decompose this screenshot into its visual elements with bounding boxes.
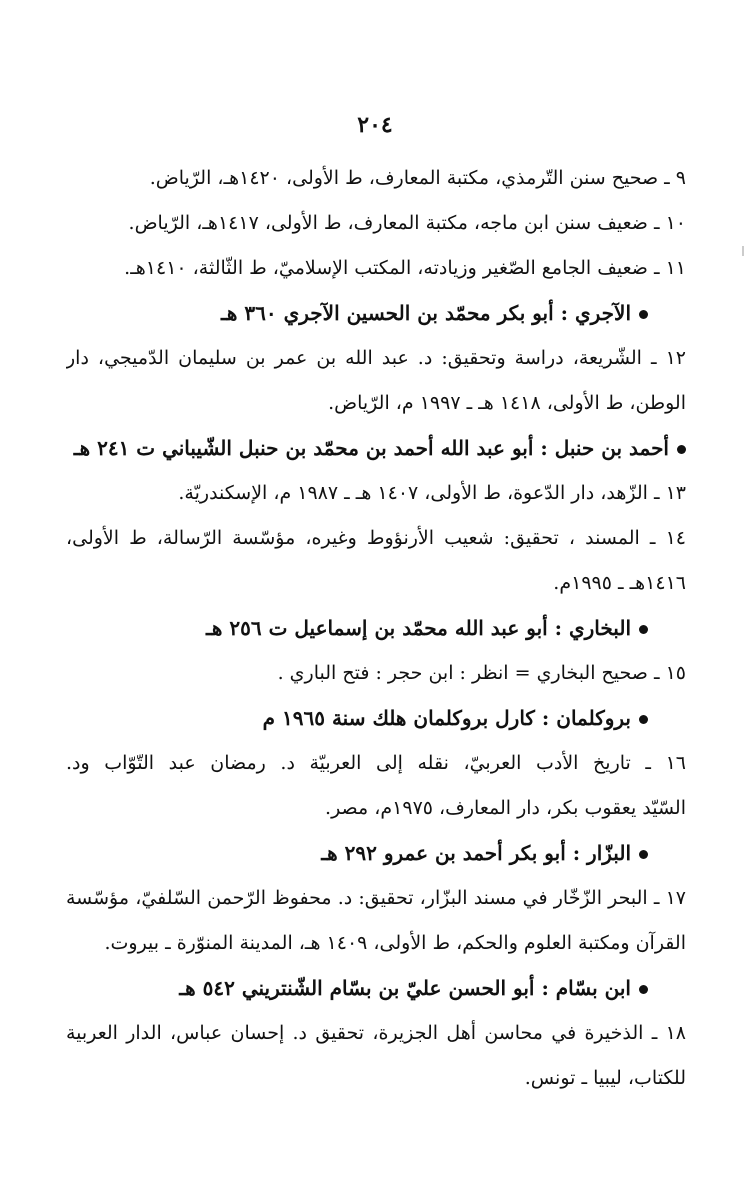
author-heading-bazzar: البزّار : أبو بكر أحمد بن عمرو ٢٩٢ هـ <box>66 831 686 876</box>
entry-16-line-1: ١٦ ـ تاريخ الأدب العربيّ، نقله إلى العربيّة د. رمضان عبد التّوّاب ود. <box>66 752 686 774</box>
author-heading-ibn-bassam: ابن بسّام : أبو الحسن عليّ بن بسّام الشّنتريني ٥٤٢ هـ <box>66 966 686 1011</box>
entry-15: ١٥ ـ صحيح البخاري = انظر : ابن حجر : فتح الباري . <box>277 662 686 684</box>
author-heading-bukhari: البخاري : أبو عبد الله محمّد بن إسماعيل ت ٢٥٦ هـ <box>66 606 686 651</box>
entry-9: ٩ ـ صحيح سنن التّرمذي، مكتبة المعارف، ط الأولى، ١٤٢٠هـ، الرّياض. <box>149 167 686 189</box>
bullet-icon <box>639 625 648 634</box>
author-heading-ahmad: أحمد بن حنبل : أبو عبد الله أحمد بن محمّد بن حنبل الشّيباني ت ٢٤١ هـ <box>66 426 686 471</box>
bullet-icon <box>639 985 648 994</box>
bullet-icon <box>677 445 686 454</box>
bullet-icon <box>639 850 648 859</box>
entry-12-line-2: الوطن، ط الأولى، ١٤١٨ هـ ـ ١٩٩٧ م، الرّياض. <box>328 392 686 414</box>
bibliography-list <box>66 156 686 1101</box>
entry-14-line-1: ١٤ ـ المسند ، تحقيق: شعيب الأرنؤوط وغيره، مؤسّسة الرّسالة، ط الأولى، <box>66 527 686 549</box>
entry-16-line-2: السّيّد يعقوب بكر، دار المعارف، ١٩٧٥م، مصر. <box>325 797 686 819</box>
entry-13: ١٣ ـ الزّهد، دار الدّعوة، ط الأولى، ١٤٠٧ هـ ـ ١٩٨٧ م، الإسكندريّة. <box>178 482 686 504</box>
entry-12-line-1: ١٢ ـ الشّريعة، دراسة وتحقيق: د. عبد الله بن عمر بن سليمان الدّميجي، دار <box>66 347 686 369</box>
page-number: ٢٠٤ <box>357 112 393 138</box>
entry-10: ١٠ ـ ضعيف سنن ابن ماجه، مكتبة المعارف، ط الأولى، ١٤١٧هـ، الرّياض. <box>128 212 686 234</box>
edge-mark <box>742 246 744 256</box>
entry-17-line-2: القرآن ومكتبة العلوم والحكم، ط الأولى، ١٤٠٩ هـ، المدينة المنوّرة ـ بيروت. <box>104 932 686 954</box>
entry-18-line-1: ١٨ ـ الذخيرة في محاسن أهل الجزيرة، تحقيق د. إحسان عباس، الدار العربية <box>66 1022 686 1044</box>
author-heading-ajurri: الآجري : أبو بكر محمّد بن الحسين الآجري ٣٦٠ هـ <box>66 291 686 336</box>
bullet-icon <box>639 310 648 319</box>
entry-17-line-1: ١٧ ـ البحر الزّخّار في مسند البزّار، تحقيق: د. محفوظ الرّحمن السّلفيّ، مؤسّسة <box>66 887 686 909</box>
entry-14-line-2: ١٤١٦هـ ـ ١٩٩٥م. <box>553 572 686 594</box>
entry-18-line-2: للكتاب، ليبيا ـ تونس. <box>524 1067 686 1089</box>
bullet-icon <box>639 715 648 724</box>
author-heading-brockelmann: بروكلمان : كارل بروكلمان هلك سنة ١٩٦٥ م <box>66 696 686 741</box>
entry-11: ١١ ـ ضعيف الجامع الصّغير وزيادته، المكتب الإسلاميّ، ط الثّالثة، ١٤١٠هـ. <box>124 257 686 279</box>
